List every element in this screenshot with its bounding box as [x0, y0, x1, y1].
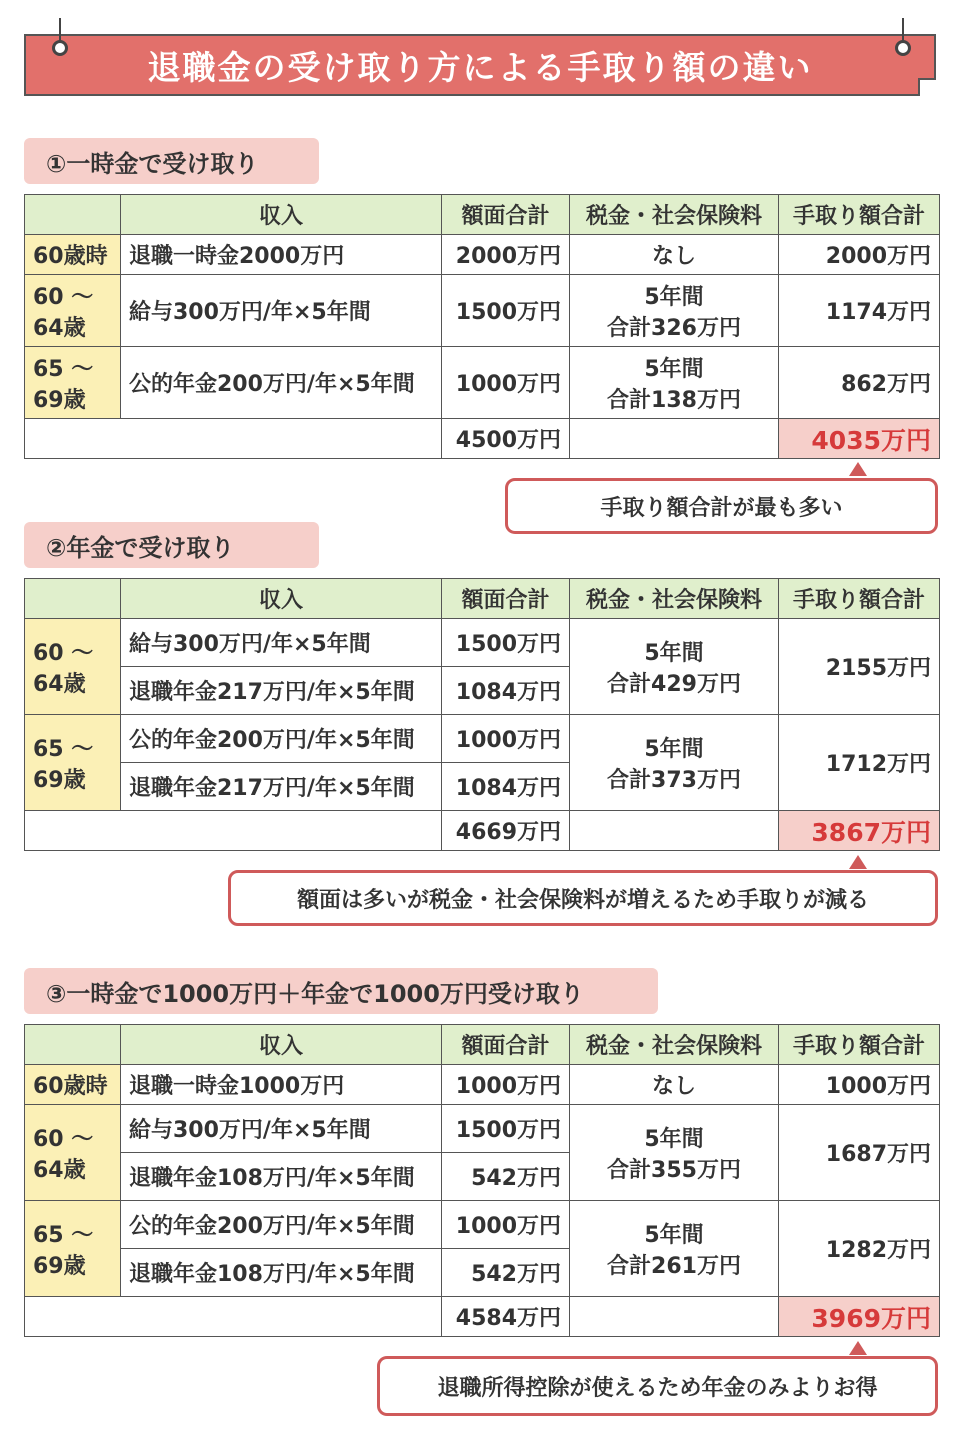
- tax-cell: 5年間 合計429万円: [570, 619, 779, 715]
- income-cell: 給与300万円/年×5年間: [121, 1105, 442, 1153]
- gross-cell: 542万円: [442, 1249, 570, 1297]
- table-row: [25, 347, 940, 419]
- header-income: 収入: [121, 1025, 442, 1065]
- total-blank: [25, 419, 442, 459]
- tax-cell: 5年間 合計355万円: [570, 1105, 779, 1201]
- tax-cell: 5年間 合計138万円: [570, 347, 779, 419]
- banner-fold: [918, 78, 936, 96]
- table-row: [25, 235, 940, 275]
- net-cell: 862万円: [779, 347, 940, 419]
- header-blank: [25, 579, 121, 619]
- callout-pointer: [849, 462, 867, 476]
- tax-cell: 5年間 合計326万円: [570, 275, 779, 347]
- age-cell: 60 ～ 64歳: [25, 275, 121, 347]
- income-cell: 給与300万円/年×5年間: [121, 275, 442, 347]
- header-income: 収入: [121, 195, 442, 235]
- total-row: [25, 811, 940, 851]
- title-banner: [24, 34, 936, 96]
- header-net: 手取り額合計: [779, 579, 940, 619]
- section-1-label: ①一時金で受け取り: [24, 138, 319, 184]
- table-row: [25, 1065, 940, 1105]
- total-gross-cell: 4584万円: [442, 1297, 570, 1337]
- age-cell: 60 ～ 64歳: [25, 1105, 121, 1201]
- header-tax: 税金・社会保険料: [570, 195, 779, 235]
- total-blank: [25, 1297, 442, 1337]
- net-cell: 2155万円: [779, 619, 940, 715]
- callout-pointer: [849, 1341, 867, 1355]
- callout-pointer: [849, 855, 867, 869]
- total-tax-blank: [570, 1297, 779, 1337]
- net-cell: 1712万円: [779, 715, 940, 811]
- table-header-row: [25, 1025, 940, 1065]
- section-1-callout: 手取り額合計が最も多い: [505, 478, 938, 534]
- income-cell: 退職年金217万円/年×5年間: [121, 667, 442, 715]
- net-cell: 1687万円: [779, 1105, 940, 1201]
- age-cell: 65 ～ 69歳: [25, 347, 121, 419]
- net-cell: 1000万円: [779, 1065, 940, 1105]
- total-blank: [25, 811, 442, 851]
- net-cell: 1282万円: [779, 1201, 940, 1297]
- total-gross-cell: 4500万円: [442, 419, 570, 459]
- income-cell: 給与300万円/年×5年間: [121, 619, 442, 667]
- header-tax: 税金・社会保険料: [570, 1025, 779, 1065]
- age-cell: 65 ～ 69歳: [25, 715, 121, 811]
- section-1-table: [24, 194, 940, 459]
- table-row: [25, 275, 940, 347]
- total-net-cell: 4035万円: [779, 419, 940, 459]
- table-header-row: [25, 195, 940, 235]
- header-net: 手取り額合計: [779, 195, 940, 235]
- table-header-row: [25, 579, 940, 619]
- section-3-label: ③一時金で1000万円＋年金で1000万円受け取り: [24, 968, 658, 1014]
- section-3-table: [24, 1024, 940, 1337]
- age-cell: 60歳時: [25, 1065, 121, 1105]
- age-cell: 60歳時: [25, 235, 121, 275]
- table-row: [25, 619, 940, 667]
- gross-cell: 1084万円: [442, 667, 570, 715]
- header-blank: [25, 1025, 121, 1065]
- tax-cell: なし: [570, 235, 779, 275]
- total-net-cell: 3867万円: [779, 811, 940, 851]
- pin-icon: [893, 18, 913, 58]
- header-gross: 額面合計: [442, 579, 570, 619]
- total-row: [25, 419, 940, 459]
- header-tax: 税金・社会保険料: [570, 579, 779, 619]
- gross-cell: 2000万円: [442, 235, 570, 275]
- table-row: [25, 715, 940, 763]
- header-income: 収入: [121, 579, 442, 619]
- tax-cell: なし: [570, 1065, 779, 1105]
- age-cell: 60 ～ 64歳: [25, 619, 121, 715]
- tax-cell: 5年間 合計373万円: [570, 715, 779, 811]
- age-cell: 65 ～ 69歳: [25, 1201, 121, 1297]
- gross-cell: 1084万円: [442, 763, 570, 811]
- section-2-table: [24, 578, 940, 851]
- pin-icon: [50, 18, 70, 58]
- header-gross: 額面合計: [442, 1025, 570, 1065]
- total-net-cell: 3969万円: [779, 1297, 940, 1337]
- income-cell: 公的年金200万円/年×5年間: [121, 347, 442, 419]
- total-gross-cell: 4669万円: [442, 811, 570, 851]
- income-cell: 退職一時金1000万円: [121, 1065, 442, 1105]
- gross-cell: 1000万円: [442, 347, 570, 419]
- net-cell: 1174万円: [779, 275, 940, 347]
- section-2-callout: 額面は多いが税金・社会保険料が増えるため手取りが減る: [228, 870, 938, 926]
- income-cell: 退職年金108万円/年×5年間: [121, 1153, 442, 1201]
- gross-cell: 542万円: [442, 1153, 570, 1201]
- header-gross: 額面合計: [442, 195, 570, 235]
- table-row: [25, 1201, 940, 1249]
- income-cell: 公的年金200万円/年×5年間: [121, 715, 442, 763]
- gross-cell: 1500万円: [442, 275, 570, 347]
- income-cell: 退職年金217万円/年×5年間: [121, 763, 442, 811]
- section-3-callout: 退職所得控除が使えるため年金のみよりお得: [377, 1356, 938, 1416]
- gross-cell: 1500万円: [442, 1105, 570, 1153]
- tax-cell: 5年間 合計261万円: [570, 1201, 779, 1297]
- section-2-label: ②年金で受け取り: [24, 522, 319, 568]
- income-cell: 公的年金200万円/年×5年間: [121, 1201, 442, 1249]
- gross-cell: 1500万円: [442, 619, 570, 667]
- total-tax-blank: [570, 419, 779, 459]
- header-net: 手取り額合計: [779, 1025, 940, 1065]
- income-cell: 退職年金108万円/年×5年間: [121, 1249, 442, 1297]
- income-cell: 退職一時金2000万円: [121, 235, 442, 275]
- total-tax-blank: [570, 811, 779, 851]
- gross-cell: 1000万円: [442, 1201, 570, 1249]
- table-row: [25, 1105, 940, 1153]
- gross-cell: 1000万円: [442, 715, 570, 763]
- page-title: 退職金の受け取り方による手取り額の違い: [147, 47, 813, 87]
- net-cell: 2000万円: [779, 235, 940, 275]
- total-row: [25, 1297, 940, 1337]
- gross-cell: 1000万円: [442, 1065, 570, 1105]
- header-blank: [25, 195, 121, 235]
